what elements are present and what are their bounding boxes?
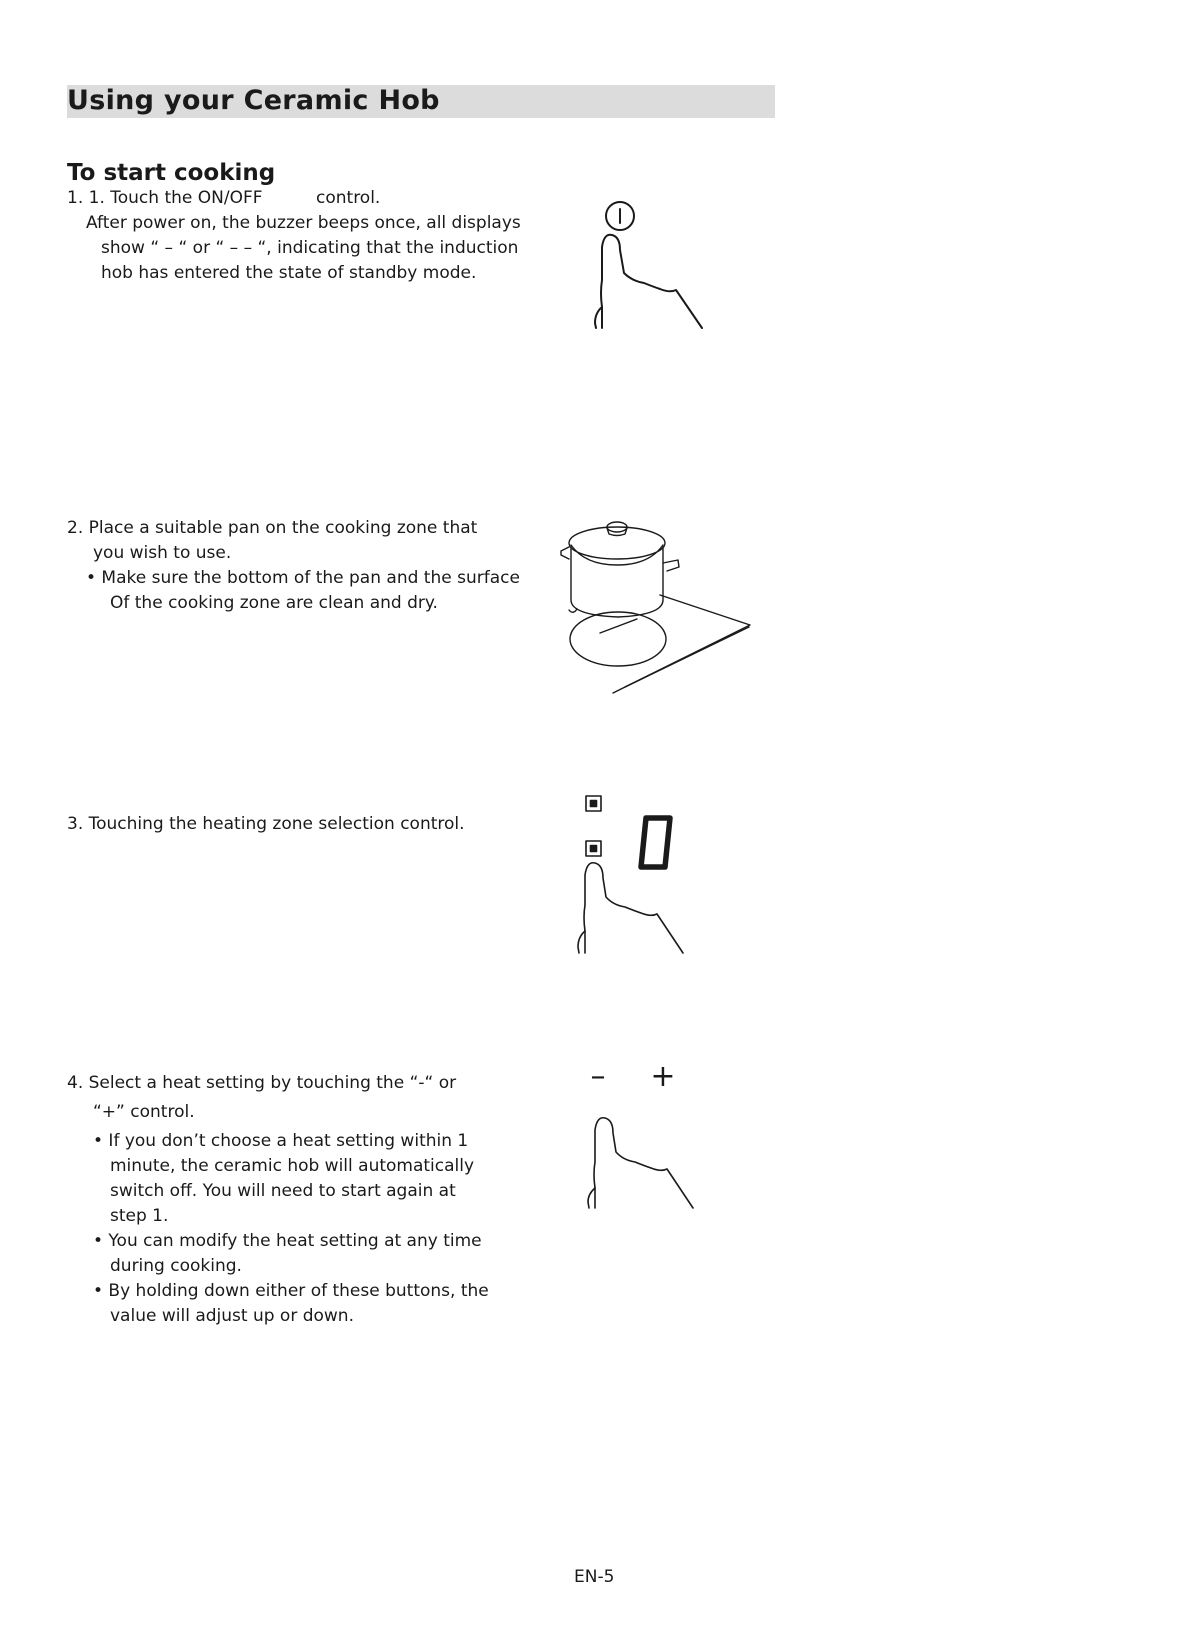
step-4-bullet-cont: minute, the ceramic hob will automatically [110, 1156, 475, 1176]
step-4-lead: 4. Select a heat setting by touching the “-“ or [67, 1073, 457, 1093]
step-4-bullet: • If you don’t choose a heat setting within 1 [93, 1131, 469, 1151]
finger-icon [601, 235, 702, 328]
page-number: EN-5 [574, 1567, 615, 1587]
plus-minus-touch-icon [578, 1060, 708, 1210]
step-4-bullet: • You can modify the heat setting at any time [93, 1231, 482, 1251]
step-2-bullet: • Make sure the bottom of the pan and the surface [86, 568, 520, 588]
pan-on-hob-icon [555, 515, 755, 695]
step-2-bullet-cont: Of the cooking zone are clean and dry. [110, 593, 438, 613]
finger-icon [594, 1118, 693, 1208]
finger-icon [584, 863, 683, 953]
step-3-lead: 3. Touching the heating zone selection control. [67, 814, 465, 834]
step-2-lead: 2. Place a suitable pan on the cooking zone that [67, 518, 478, 538]
power-touch-icon [590, 195, 720, 330]
page-title: Using your Ceramic Hob [67, 85, 440, 116]
step-4-line: “+” control. [93, 1102, 195, 1122]
step-4-bullet: • By holding down either of these buttons, the [93, 1281, 489, 1301]
step-1-line: After power on, the buzzer beeps once, all displays [86, 213, 521, 233]
hob-surface-icon [613, 595, 750, 693]
step-1-lead-tail: control. [316, 188, 381, 208]
seven-segment-display [641, 818, 670, 867]
zone-select-touch-icon [573, 785, 703, 955]
cooking-zone-icon [570, 612, 666, 666]
display-digit: 0 [658, 845, 659, 846]
step-4-bullet-cont: step 1. [110, 1206, 169, 1226]
step-4-bullet-cont: value will adjust up or down. [110, 1306, 354, 1326]
step-1-line: show “ – “ or “ – – “, indicating that the induction [101, 238, 519, 258]
step-2-line: you wish to use. [93, 543, 232, 563]
plus-control-icon: + [650, 1059, 676, 1094]
minus-control-icon: – [590, 1059, 606, 1094]
section-heading: To start cooking [67, 160, 276, 186]
step-1-lead: 1. 1. Touch the ON/OFF [67, 188, 263, 208]
step-4-bullet-cont: switch off. You will need to start again at [110, 1181, 456, 1201]
step-1-line: hob has entered the state of standby mode. [101, 263, 477, 283]
step-4-bullet-cont: during cooking. [110, 1256, 242, 1276]
